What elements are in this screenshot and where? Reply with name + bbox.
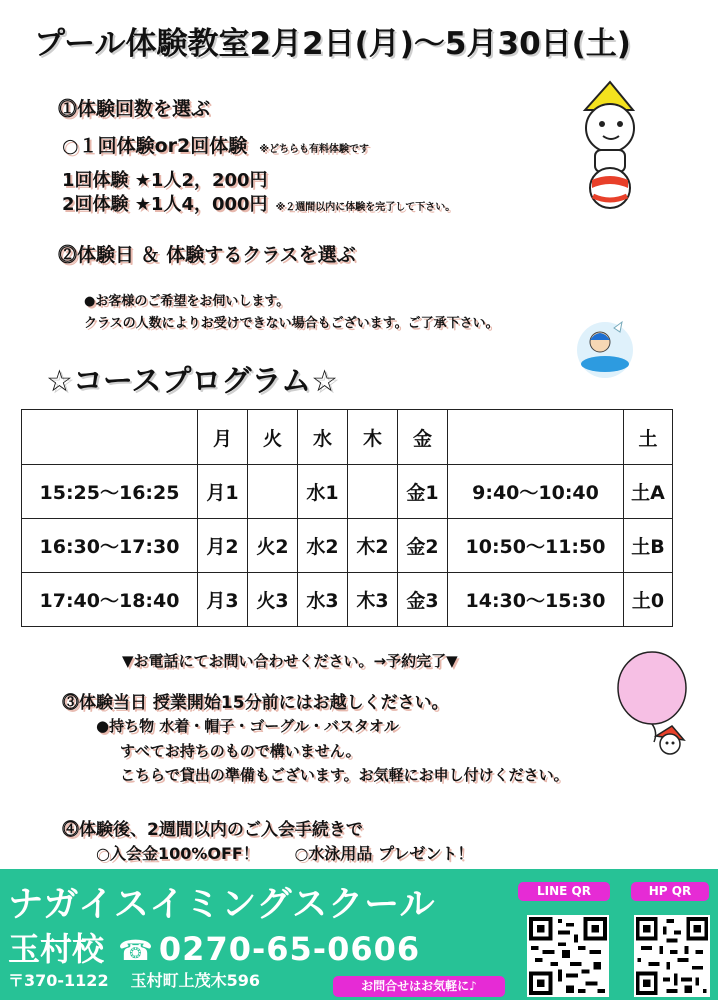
hp-qr-code[interactable] bbox=[634, 915, 710, 997]
reservation-cta: ▼お電話にてお問い合わせください。→予約完了▼ bbox=[122, 652, 458, 670]
school-name: ナガイスイミングスクール bbox=[8, 885, 436, 925]
table-cell: 火3 bbox=[248, 573, 298, 627]
rental-note: こちらで貸出の準備もございます。お気軽にお申し付けください。 bbox=[120, 766, 569, 784]
course-heading: ☆コースプログラム☆ bbox=[46, 364, 338, 399]
table-cell: 月1 bbox=[198, 465, 248, 519]
table-cell: 水1 bbox=[298, 465, 348, 519]
header-cell: 木 bbox=[348, 410, 398, 465]
table-cell: 14:30～15:30 bbox=[448, 573, 624, 627]
table-cell: 16:30～17:30 bbox=[22, 519, 198, 573]
mascot-on-ball-illustration bbox=[565, 80, 655, 210]
price-double-note: ※２週間以内に体験を完了して下さい。 bbox=[275, 202, 456, 213]
branch-name: 玉村校 bbox=[8, 930, 105, 968]
table-cell: 金1 bbox=[398, 465, 448, 519]
swimmer-illustration bbox=[570, 318, 640, 378]
request-line-1: ●お客様のご希望をお伺いします。 bbox=[84, 294, 290, 309]
header-cell: 金 bbox=[398, 410, 448, 465]
benefit-fee-off: ○入会金100%OFF！ bbox=[96, 844, 259, 863]
table-cell: 水2 bbox=[298, 519, 348, 573]
table-cell: 木3 bbox=[348, 573, 398, 627]
table-cell: 17:40～18:40 bbox=[22, 573, 198, 627]
header-cell: 火 bbox=[248, 410, 298, 465]
postal-code: 〒370-1122 bbox=[8, 971, 109, 990]
street-address: 玉村町上茂木596 bbox=[130, 971, 260, 990]
step1-option-text: ○１回体験or2回体験 bbox=[62, 135, 248, 157]
table-cell: 月2 bbox=[198, 519, 248, 573]
table-cell: 15:25～16:25 bbox=[22, 465, 198, 519]
branch-line bbox=[8, 924, 420, 970]
table-cell bbox=[248, 465, 298, 519]
any-items-ok: すべてお持ちのもので構いません。 bbox=[120, 742, 361, 760]
step1-option bbox=[62, 131, 369, 158]
step3-heading: ⓷体験当日 授業開始15分前にはお越しください。 bbox=[62, 693, 449, 713]
table-cell: 水3 bbox=[298, 573, 348, 627]
table-cell: 金2 bbox=[398, 519, 448, 573]
header-cell: 月 bbox=[198, 410, 248, 465]
header-cell bbox=[22, 410, 198, 465]
benefits bbox=[96, 841, 473, 864]
table-cell: 土0 bbox=[624, 573, 673, 627]
header-cell bbox=[448, 410, 624, 465]
address bbox=[8, 968, 260, 991]
phone-icon: ☎ bbox=[118, 934, 153, 967]
table-cell: 土A bbox=[624, 465, 673, 519]
line-qr-label: LINE QR bbox=[518, 882, 610, 901]
step1-heading: ⓵体験回数を選ぶ bbox=[58, 98, 211, 120]
price-double bbox=[62, 190, 455, 216]
schedule-table bbox=[21, 409, 673, 627]
items-to-bring: ●持ち物 水着・帽子・ゴーグル・バスタオル bbox=[96, 717, 399, 735]
inquiry-badge: お問合せはお気軽に♪ bbox=[333, 976, 505, 997]
step1-option-note: ※どちらも有料体験です bbox=[259, 144, 369, 155]
table-cell: 9:40～10:40 bbox=[448, 465, 624, 519]
table-cell: 木2 bbox=[348, 519, 398, 573]
line-qr-code[interactable] bbox=[527, 915, 609, 997]
table-cell: 10:50～11:50 bbox=[448, 519, 624, 573]
table-cell: 金3 bbox=[398, 573, 448, 627]
table-cell: 土B bbox=[624, 519, 673, 573]
balloon-mascot-illustration bbox=[612, 650, 700, 758]
header-cell: 水 bbox=[298, 410, 348, 465]
request-line-2: クラスの人数によりお受けできない場合もございます。ご了承下さい。 bbox=[84, 316, 499, 331]
hp-qr-label: HP QR bbox=[631, 882, 709, 901]
step4-heading: ⓸体験後、2週間以内のご入会手続きで bbox=[62, 820, 363, 840]
footer bbox=[0, 869, 718, 1000]
table-row bbox=[22, 573, 673, 627]
phone-number[interactable]: 0270-65-0606 bbox=[158, 930, 421, 968]
benefit-gift: ○水泳用品 プレゼント！ bbox=[294, 844, 474, 863]
page-title: プール体験教室2月2日(月)～5月30日(土) bbox=[34, 26, 631, 62]
step2-heading: ⓶体験日 ＆ 体験するクラスを選ぶ bbox=[58, 244, 356, 266]
table-row bbox=[22, 465, 673, 519]
table-cell: 月3 bbox=[198, 573, 248, 627]
table-cell: 火2 bbox=[248, 519, 298, 573]
table-cell bbox=[348, 465, 398, 519]
price-single: 1回体験 ★1人2，200円 bbox=[62, 170, 268, 191]
price-double-text: 2回体験 ★1人4，000円 bbox=[62, 194, 268, 215]
table-row bbox=[22, 519, 673, 573]
header-cell: 土 bbox=[624, 410, 673, 465]
schedule-header-row bbox=[22, 410, 673, 465]
